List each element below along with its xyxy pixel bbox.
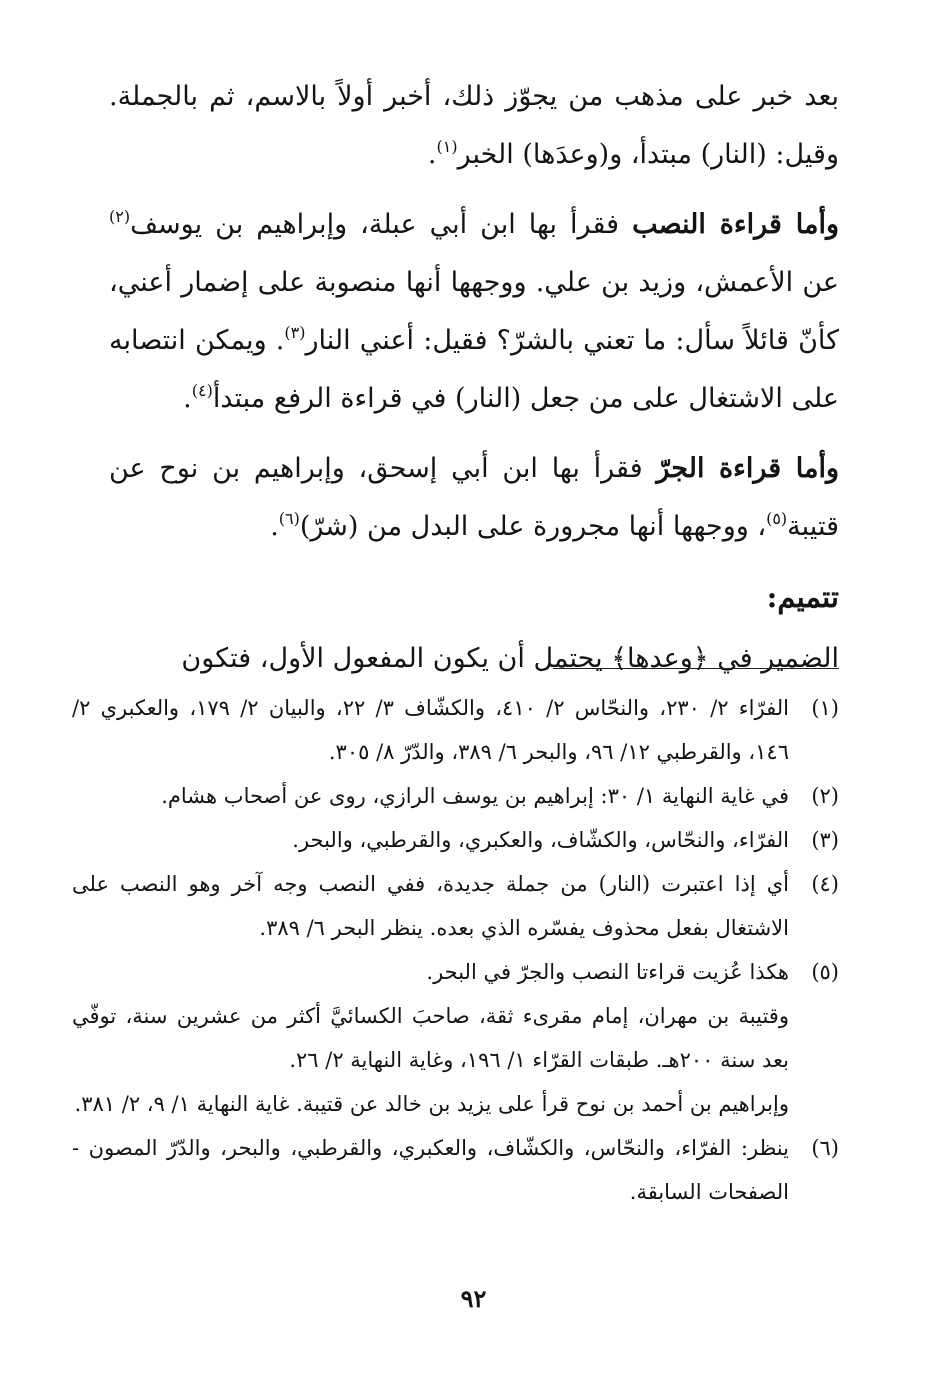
paragraph-text: عن الأعمش، وزيد بن علي. ووجهها أنها منصوبة على إضمار أعني، كأنّ قائلاً سأل: ما تعني بالشرّ؟ فقيل: أعني النار: [109, 267, 839, 356]
footnote-6: [72, 1126, 839, 1214]
footnote-ref: (٤): [191, 381, 213, 400]
footnote-number: (٤): [811, 872, 839, 896]
punctuation: .: [427, 139, 437, 170]
footnote-number: (٢): [811, 784, 839, 808]
footnote-text: في غاية النهاية ١/ ٣٠: إبراهيم بن يوسف الرازي، روى عن أصحاب هشام.: [161, 784, 789, 808]
footnote-5: [72, 950, 839, 994]
paragraph-text: . ويمكن انتصابه على الاشتغال على من جعل (النار) في قراءة الرفع مبتدأ: [109, 325, 839, 414]
footnote-ref: (٥): [766, 509, 788, 528]
footnote-4: [72, 862, 839, 950]
paragraph-text: بعد خبر على مذهب من يجوّز ذلك، أخبر أولاً بالاسم، ثم بالجملة. وقيل: (النار) مبتدأ، و(وعدَها) الخبر: [109, 81, 839, 170]
footnote-2: [72, 774, 839, 818]
paragraph-2: [109, 196, 839, 428]
page-number: ٩٢: [460, 1284, 487, 1313]
paragraph-text: فقرأ بها ابن أبي عبلة، وإبراهيم بن يوسف: [130, 209, 633, 240]
paragraph-4: الضمير في ﴿وعدها﴾ يحتمل أن يكون المفعول الأول، فتكون: [181, 643, 839, 674]
footnote-5-continuation: وقتيبة بن مهران، إمام مقرىء ثقة، صاحبَ الكسائيَّ أكثر من عشرين سنة، توفّي بعد سنة ٢٠٠هـ. طبقات القرّاء ١/ ١٩٦، وغاية النهاية ٢/ ٢٦.: [72, 1004, 789, 1072]
bold-lead: وأما قراءة الجرّ: [656, 453, 839, 484]
footnote-1: [72, 686, 839, 774]
punctuation: .: [270, 511, 279, 542]
footnote-3: [72, 818, 839, 862]
footnote-ref: (١): [436, 137, 458, 156]
footnote-number: (٣): [811, 828, 839, 852]
footnote-number: (٦): [811, 1136, 839, 1160]
footnote-text: الفرّاء ٢/ ٢٣٠، والنحّاس ٢/ ٤١٠، والكشّاف ٣/ ٢٢، والبيان ٢/ ١٧٩، والعكبري ٢/ ١٤٦، والقرطبي ١٢/ ٩٦، والبحر ٦/ ٣٨٩، والدّرّ ٨/ ٣٠٥.: [72, 696, 789, 764]
bold-lead: وأما قراءة النصب: [632, 209, 839, 240]
punctuation: .: [183, 383, 192, 414]
paragraph-text: ، ووجهها أنها مجرورة على البدل من (شرّ): [299, 511, 767, 542]
footnote-ref: (٣): [284, 323, 306, 342]
footnote-text: أي إذا اعتبرت (النار) من جملة جديدة، ففي النصب وجه آخر وهو النصب على الاشتغال بفعل محذوف يفسّره الذي بعده. ينظر البحر ٦/ ٣٨٩.: [72, 872, 789, 940]
main-text: [109, 68, 839, 692]
footnote-number: (٥): [811, 960, 839, 984]
footnotes: [72, 686, 839, 1214]
footnote-5-continuation: وإبراهيم بن أحمد بن نوح قرأ على يزيد بن خالد عن قتيبة. غاية النهاية ١/ ٩، ٢/ ٣٨١.: [74, 1092, 789, 1116]
footnote-ref: (٢): [109, 207, 131, 226]
paragraph-1: [109, 68, 839, 184]
footnote-separator: [553, 668, 839, 669]
footnote-number: (١): [811, 696, 839, 720]
footnote-text: الفرّاء، والنحّاس، والكشّاف، والعكبري، والقرطبي، والبحر.: [292, 828, 789, 852]
footnote-text: ينظر: الفرّاء، والنحّاس، والكشّاف، والعكبري، والقرطبي، والبحر، والدّرّ المصون - الصفحات السابقة.: [72, 1136, 789, 1204]
paragraph-3: [109, 440, 839, 556]
paragraph-text: فقرأ بها ابن أبي إسحق، وإبراهيم بن نوح عن قتيبة: [109, 453, 839, 542]
footnote-text: هكذا عُزيت قراءتا النصب والجرّ في البحر.: [426, 960, 789, 984]
footnote-ref: (٦): [278, 509, 300, 528]
section-heading: تتميم:: [766, 580, 839, 614]
